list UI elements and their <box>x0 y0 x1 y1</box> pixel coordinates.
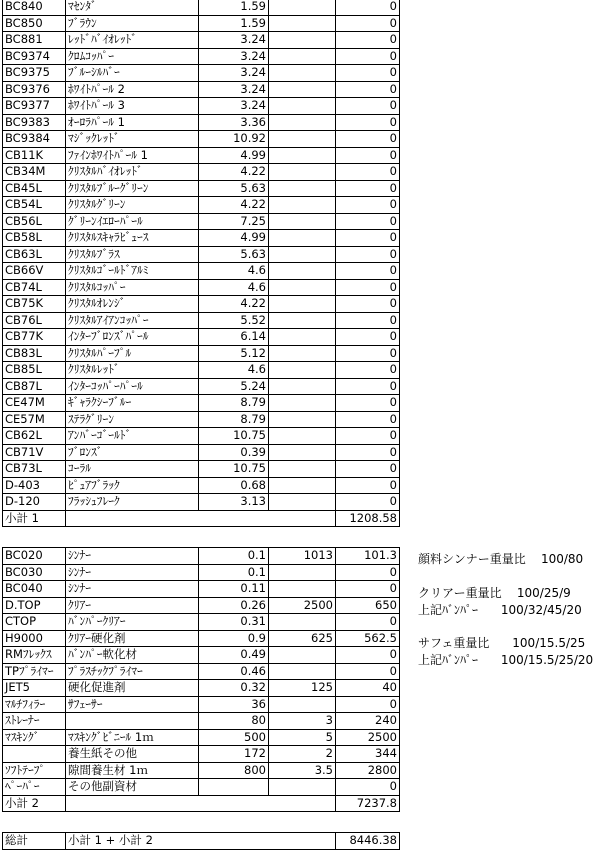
cell-qty <box>269 15 336 32</box>
grand-total-table <box>2 832 400 850</box>
cell-price: 0.26 <box>199 597 269 614</box>
cell-amount: 240 <box>336 713 400 730</box>
cell-code: CB58L <box>3 230 66 247</box>
cell-name: その他副資材 <box>66 779 199 796</box>
cell-name: ﾋﾟｭｱﾌﾞﾗｯｸ <box>66 477 199 494</box>
cell-amount: 0 <box>336 663 400 680</box>
paint-table <box>2 0 400 527</box>
cell-qty: 2 <box>269 746 336 763</box>
cell-code: BC9376 <box>3 81 66 98</box>
cell-qty <box>269 581 336 598</box>
cell-amount: 40 <box>336 680 400 697</box>
material-row <box>3 713 400 730</box>
cell-price: 5.24 <box>199 378 269 395</box>
cell-qty <box>269 147 336 164</box>
cell-price: 4.22 <box>199 164 269 181</box>
subtotal-value: 1208.58 <box>336 510 400 527</box>
cell-name: ﾚｯﾄﾞﾊﾞｲｵﾚｯﾄﾞ <box>66 32 199 49</box>
subtotal-label: 小計 1 <box>3 510 66 527</box>
cell-qty <box>269 494 336 511</box>
cell-qty <box>269 312 336 329</box>
cell-code: BC9374 <box>3 48 66 65</box>
cell-price: 3.13 <box>199 494 269 511</box>
cell-code: BC840 <box>3 0 66 15</box>
paint-row <box>3 48 400 65</box>
cell-name: ｸﾞﾘｰﾝｲｴﾛｰﾊﾟｰﾙ <box>66 213 199 230</box>
cell-code: H9000 <box>3 630 66 647</box>
cell-price: 4.99 <box>199 147 269 164</box>
cell-amount: 0 <box>336 131 400 148</box>
cell-code: ﾏｽｷﾝｸﾞ <box>3 729 66 746</box>
cell-qty <box>269 411 336 428</box>
cell-qty <box>269 663 336 680</box>
paint-row <box>3 279 400 296</box>
paint-row <box>3 411 400 428</box>
cell-qty: 3 <box>269 713 336 730</box>
cell-name: ｸﾘｽﾀﾙﾌﾞﾗｽ <box>66 246 199 263</box>
cell-amount: 0 <box>336 65 400 82</box>
cell-amount: 562.5 <box>336 630 400 647</box>
cell-code: JET5 <box>3 680 66 697</box>
paint-row <box>3 32 400 49</box>
cell-code: BC881 <box>3 32 66 49</box>
cell-name: ﾏｾﾝﾀﾞ <box>66 0 199 15</box>
cell-code: CB73L <box>3 461 66 478</box>
cell-price: 6.14 <box>199 329 269 346</box>
cell-price: 3.24 <box>199 98 269 115</box>
cell-name: ｷﾞｬﾗｸｼｰﾌﾞﾙｰ <box>66 395 199 412</box>
cell-code: D-120 <box>3 494 66 511</box>
cell-name: ﾎﾜｲﾄﾊﾟｰﾙ 3 <box>66 98 199 115</box>
cell-code: BC030 <box>3 564 66 581</box>
paint-row <box>3 263 400 280</box>
cell-amount: 0 <box>336 279 400 296</box>
cell-qty <box>269 477 336 494</box>
cell-qty <box>269 180 336 197</box>
subtotal-2-row <box>3 795 400 812</box>
cell-price: 0.39 <box>199 444 269 461</box>
cell-name: ｽﾃﾗｸﾞﾘｰﾝ <box>66 411 199 428</box>
cell-qty <box>269 345 336 362</box>
cell-qty <box>269 428 336 445</box>
cell-qty <box>269 131 336 148</box>
cell-name: ｸﾘｱｰ硬化剤 <box>66 630 199 647</box>
cell-code: CB74L <box>3 279 66 296</box>
cell-price: 3.24 <box>199 32 269 49</box>
cell-name: ｼﾝﾅｰ <box>66 564 199 581</box>
cell-name: ｸﾘｽﾀﾙｸﾞﾘｰﾝ <box>66 197 199 214</box>
cell-price: 0.68 <box>199 477 269 494</box>
cell-amount: 0 <box>336 98 400 115</box>
cell-amount: 2500 <box>336 729 400 746</box>
cell-code: BC040 <box>3 581 66 598</box>
paint-row <box>3 312 400 329</box>
cell-qty <box>269 614 336 631</box>
cell-name: ﾌﾞﾛﾝｽﾞ <box>66 444 199 461</box>
cell-code: CB63L <box>3 246 66 263</box>
cell-price: 0.11 <box>199 581 269 598</box>
cell-price: 3.36 <box>199 114 269 131</box>
cell-name: ｸﾘｽﾀﾙﾊﾟｰﾌﾟﾙ <box>66 345 199 362</box>
paint-row <box>3 230 400 247</box>
cell-qty <box>269 246 336 263</box>
material-row <box>3 614 400 631</box>
cell-amount: 0 <box>336 444 400 461</box>
cell-code: D-403 <box>3 477 66 494</box>
paint-row <box>3 180 400 197</box>
material-row <box>3 647 400 664</box>
grand-total-value: 8446.38 <box>336 833 400 850</box>
cell-amount: 0 <box>336 180 400 197</box>
cell-name: ﾌｧｲﾝﾎﾜｲﾄﾊﾟｰﾙ 1 <box>66 147 199 164</box>
paint-row <box>3 461 400 478</box>
cell-code: CB71V <box>3 444 66 461</box>
subtotal-spacer <box>66 510 336 527</box>
cell-code: CB83L <box>3 345 66 362</box>
cell-amount: 0 <box>336 114 400 131</box>
cell-amount: 0 <box>336 647 400 664</box>
cell-code: CB45L <box>3 180 66 197</box>
paint-row <box>3 15 400 32</box>
cell-price: 0.31 <box>199 614 269 631</box>
cell-code: RMﾌﾚｯｸｽ <box>3 647 66 664</box>
cell-price: 1.59 <box>199 15 269 32</box>
material-row <box>3 630 400 647</box>
cell-code: ｽﾄﾚｰﾅｰ <box>3 713 66 730</box>
cell-price: 0.9 <box>199 630 269 647</box>
cell-qty <box>269 263 336 280</box>
cell-qty <box>269 98 336 115</box>
cell-code: CB87L <box>3 378 66 395</box>
cell-name: ﾎﾜｲﾄﾊﾟｰﾙ 2 <box>66 81 199 98</box>
cell-amount: 0 <box>336 461 400 478</box>
subtotal-value: 7237.8 <box>336 795 400 812</box>
cell-code: D.TOP <box>3 597 66 614</box>
cell-name: ﾊﾞﾝﾊﾟｰｸﾘｱｰ <box>66 614 199 631</box>
cell-code: ﾏﾙﾁﾌｨﾗｰ <box>3 696 66 713</box>
cell-code: TPﾌﾟﾗｲﾏｰ <box>3 663 66 680</box>
cell-qty <box>269 564 336 581</box>
cell-name: ﾏｼﾞｯｸﾚｯﾄﾞ <box>66 131 199 148</box>
cell-price: 10.75 <box>199 461 269 478</box>
cell-price: 8.79 <box>199 395 269 412</box>
paint-row <box>3 65 400 82</box>
cell-price: 4.22 <box>199 296 269 313</box>
cell-name: ｱﾝﾊﾞｰｺﾞｰﾙﾄﾞ <box>66 428 199 445</box>
cell-qty <box>269 444 336 461</box>
cell-price: 5.52 <box>199 312 269 329</box>
cell-name: ｸﾛﾑｺｯﾊﾟｰ <box>66 48 199 65</box>
cell-name: ｲﾝﾀｰﾌﾞﾛﾝｽﾞﾊﾟｰﾙ <box>66 329 199 346</box>
cell-price: 10.75 <box>199 428 269 445</box>
cell-name: ｲﾝﾀｰｺｯﾊﾟｰﾊﾟｰﾙ <box>66 378 199 395</box>
cell-amount: 0 <box>336 345 400 362</box>
paint-row <box>3 345 400 362</box>
cell-amount: 0 <box>336 378 400 395</box>
cell-code: BC850 <box>3 15 66 32</box>
paint-row <box>3 296 400 313</box>
cell-amount: 0 <box>336 48 400 65</box>
cell-amount: 0 <box>336 362 400 379</box>
cell-code: CB77K <box>3 329 66 346</box>
material-row <box>3 779 400 796</box>
cell-price: 0.46 <box>199 663 269 680</box>
cell-qty <box>269 65 336 82</box>
cell-name: ｸﾘｽﾀﾙﾚｯﾄﾞ <box>66 362 199 379</box>
paint-row <box>3 131 400 148</box>
material-row <box>3 581 400 598</box>
cell-code: BC9375 <box>3 65 66 82</box>
cell-name: ｺｰﾗﾙ <box>66 461 199 478</box>
cell-amount: 0 <box>336 614 400 631</box>
cell-price: 3.24 <box>199 65 269 82</box>
material-row <box>3 564 400 581</box>
cell-qty <box>269 329 336 346</box>
cell-price: 4.6 <box>199 362 269 379</box>
paint-row <box>3 213 400 230</box>
cell-name: ｸﾘｽﾀﾙｺｯﾊﾟｰ <box>66 279 199 296</box>
material-row <box>3 746 400 763</box>
cell-qty <box>269 395 336 412</box>
cell-price: 80 <box>199 713 269 730</box>
cell-code: CB62L <box>3 428 66 445</box>
material-row <box>3 663 400 680</box>
cell-price: 0.1 <box>199 564 269 581</box>
materials-table <box>2 547 400 812</box>
cell-amount: 0 <box>336 494 400 511</box>
cell-name: ﾌﾞﾗｳﾝ <box>66 15 199 32</box>
paint-row <box>3 329 400 346</box>
cell-price: 36 <box>199 696 269 713</box>
cell-price: 5.63 <box>199 180 269 197</box>
material-row <box>3 729 400 746</box>
cell-qty <box>269 378 336 395</box>
subtotal-label: 小計 2 <box>3 795 66 812</box>
cell-qty <box>269 230 336 247</box>
subtotal-1-row <box>3 510 400 527</box>
cell-code: CB56L <box>3 213 66 230</box>
cell-name: 硬化促進剤 <box>66 680 199 697</box>
cell-name: ｸﾘｽﾀﾙｵﾚﾝｼﾞ <box>66 296 199 313</box>
cell-price: 0.1 <box>199 548 269 565</box>
cell-name: ｸﾘｽﾀﾙｽｷｬﾗﾋﾞｭｰｽ <box>66 230 199 247</box>
cell-qty: 2500 <box>269 597 336 614</box>
cell-price: 5.12 <box>199 345 269 362</box>
cell-amount: 0 <box>336 581 400 598</box>
cell-name: ｸﾘｽﾀﾙﾌﾞﾙｰｸﾞﾘｰﾝ <box>66 180 199 197</box>
cell-amount: 0 <box>336 696 400 713</box>
cell-code: CE57M <box>3 411 66 428</box>
cell-name <box>66 713 199 730</box>
cell-qty: 1013 <box>269 548 336 565</box>
paint-row <box>3 362 400 379</box>
cell-amount: 0 <box>336 15 400 32</box>
cell-name: ｻﾌｪｰｻｰ <box>66 696 199 713</box>
paint-row <box>3 81 400 98</box>
cell-name: 養生紙その他 <box>66 746 199 763</box>
cell-price: 5.63 <box>199 246 269 263</box>
cell-amount: 0 <box>336 32 400 49</box>
paint-row <box>3 147 400 164</box>
note-clear-bumper-ratio: 上記ﾊﾞﾝﾊﾟｰ 100/32/45/20 <box>418 603 582 617</box>
cell-code: CB76L <box>3 312 66 329</box>
paint-row <box>3 395 400 412</box>
note-surfacer-ratio: サフェ重量比 100/15.5/25 <box>418 636 586 650</box>
cell-price: 1.59 <box>199 0 269 15</box>
cell-qty <box>269 296 336 313</box>
cell-qty <box>269 213 336 230</box>
cell-name: ﾏｽｷﾝｸﾞﾋﾞﾆｰﾙ 1ｍ <box>66 729 199 746</box>
cell-qty <box>269 779 336 796</box>
cell-amount: 0 <box>336 411 400 428</box>
cell-amount: 0 <box>336 564 400 581</box>
cell-qty: 625 <box>269 630 336 647</box>
material-row <box>3 548 400 565</box>
material-row <box>3 680 400 697</box>
cell-code: BC9383 <box>3 114 66 131</box>
cell-price: 4.22 <box>199 197 269 214</box>
cell-price: 10.92 <box>199 131 269 148</box>
cell-qty <box>269 696 336 713</box>
cell-price: 3.24 <box>199 81 269 98</box>
cell-amount: 101.3 <box>336 548 400 565</box>
cell-qty <box>269 461 336 478</box>
cell-amount: 0 <box>336 296 400 313</box>
cell-amount: 0 <box>336 0 400 15</box>
cell-qty <box>269 647 336 664</box>
cell-price: 8.79 <box>199 411 269 428</box>
cell-name: ﾊﾞﾝﾊﾟｰ軟化材 <box>66 647 199 664</box>
note-clear-ratio: クリアー重量比 100/25/9 <box>418 586 571 600</box>
material-row <box>3 597 400 614</box>
cell-amount: 0 <box>336 246 400 263</box>
cell-name: ﾌﾞﾙｰｼﾙﾊﾞｰ <box>66 65 199 82</box>
cell-name: ｸﾘｱｰ <box>66 597 199 614</box>
paint-row <box>3 98 400 115</box>
cell-price: 4.99 <box>199 230 269 247</box>
cell-qty <box>269 114 336 131</box>
paint-row <box>3 246 400 263</box>
cell-amount: 0 <box>336 197 400 214</box>
paint-row <box>3 444 400 461</box>
cell-qty <box>269 0 336 15</box>
cell-code: BC9384 <box>3 131 66 148</box>
cell-name: ﾌﾗｯｼｭﾌﾚｰｸ <box>66 494 199 511</box>
cell-qty <box>269 362 336 379</box>
cell-name: ｵｰﾛﾗﾊﾟｰﾙ 1 <box>66 114 199 131</box>
cell-code: CB54L <box>3 197 66 214</box>
cell-amount: 0 <box>336 81 400 98</box>
cell-qty <box>269 279 336 296</box>
cell-amount: 344 <box>336 746 400 763</box>
material-row <box>3 762 400 779</box>
cell-price: 0.49 <box>199 647 269 664</box>
cell-price: 172 <box>199 746 269 763</box>
cell-code: CB66V <box>3 263 66 280</box>
cell-amount: 0 <box>336 213 400 230</box>
cell-code: ｿﾌﾄﾃｰﾌﾟ <box>3 762 66 779</box>
cell-name: ｸﾘｽﾀﾙﾊﾞｲｵﾚｯﾄﾞ <box>66 164 199 181</box>
cell-qty <box>269 32 336 49</box>
cell-name: ﾌﾟﾗｽﾁｯｸﾌﾟﾗｲﾏｰ <box>66 663 199 680</box>
paint-row <box>3 477 400 494</box>
cell-qty: 125 <box>269 680 336 697</box>
cell-code: CB75K <box>3 296 66 313</box>
cell-amount: 0 <box>336 263 400 280</box>
cell-name: 隙間養生材 1ｍ <box>66 762 199 779</box>
cell-amount: 0 <box>336 428 400 445</box>
paint-row <box>3 197 400 214</box>
cell-code <box>3 746 66 763</box>
cell-name: ｸﾘｽﾀﾙｺﾞｰﾙﾄﾞｱﾙﾐ <box>66 263 199 280</box>
material-row <box>3 696 400 713</box>
cell-price: 800 <box>199 762 269 779</box>
cell-price: 7.25 <box>199 213 269 230</box>
cell-amount: 0 <box>336 395 400 412</box>
paint-row <box>3 0 400 15</box>
cell-amount: 0 <box>336 230 400 247</box>
note-surfacer-bumper-ratio: 上記ﾊﾞﾝﾊﾟｰ 100/15.5/25/20 <box>418 653 594 667</box>
cell-amount: 2800 <box>336 762 400 779</box>
cell-price: 4.6 <box>199 263 269 280</box>
cell-price: 3.24 <box>199 48 269 65</box>
cell-name: ｼﾝﾅｰ <box>66 548 199 565</box>
cell-qty: 5 <box>269 729 336 746</box>
cell-amount: 0 <box>336 164 400 181</box>
paint-row <box>3 114 400 131</box>
cell-price: 4.6 <box>199 279 269 296</box>
note-pigment-thinner-ratio: 顔料シンナー重量比 100/80 <box>418 552 584 566</box>
cell-code: CB85L <box>3 362 66 379</box>
cell-code: BC9377 <box>3 98 66 115</box>
cell-name: ｼﾝﾅｰ <box>66 581 199 598</box>
cell-code: CB11K <box>3 147 66 164</box>
cell-qty: 3.5 <box>269 762 336 779</box>
cell-qty <box>269 48 336 65</box>
paint-row <box>3 378 400 395</box>
paint-row <box>3 164 400 181</box>
cell-amount: 0 <box>336 779 400 796</box>
cell-qty <box>269 81 336 98</box>
cell-name: ｸﾘｽﾀﾙｱｲｱﾝｺｯﾊﾟｰ <box>66 312 199 329</box>
cell-qty <box>269 197 336 214</box>
cell-amount: 0 <box>336 477 400 494</box>
cell-code: CE47M <box>3 395 66 412</box>
subtotal-spacer <box>66 795 336 812</box>
cell-price <box>199 779 269 796</box>
cell-code: ﾍﾟｰﾊﾟｰ <box>3 779 66 796</box>
cell-code: CB34M <box>3 164 66 181</box>
grand-total-formula: 小計 1 + 小計 2 <box>66 833 336 850</box>
cell-price: 0.32 <box>199 680 269 697</box>
cell-price: 500 <box>199 729 269 746</box>
cell-code: CTOP <box>3 614 66 631</box>
paint-row <box>3 428 400 445</box>
grand-total-label: 総計 <box>3 833 66 850</box>
cell-amount: 650 <box>336 597 400 614</box>
grand-total-row <box>3 833 400 850</box>
cell-amount: 0 <box>336 147 400 164</box>
cell-amount: 0 <box>336 312 400 329</box>
cell-code: BC020 <box>3 548 66 565</box>
paint-row <box>3 494 400 511</box>
cell-qty <box>269 164 336 181</box>
cell-amount: 0 <box>336 329 400 346</box>
